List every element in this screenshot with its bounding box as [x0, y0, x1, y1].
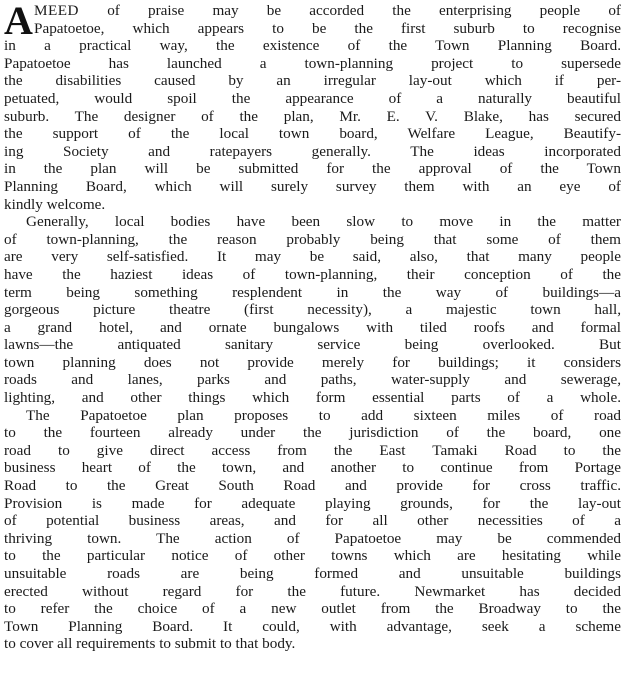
text-line: of potential business areas, and for all other necessities of a [4, 512, 621, 530]
text-line: Town Planning Board. It could, with advantage, seek a scheme [4, 617, 621, 635]
text-line: in the plan will be submitted for the approval of the Town [4, 160, 621, 178]
text-line: Generally, local bodies have been slow to move in the matter [26, 213, 621, 231]
text-line: Provision is made for adequate playing grounds, for the lay-out [4, 494, 621, 512]
paragraph-2 [4, 213, 621, 407]
text-line: lawns—the antiquated sanitary service being overlooked. But [4, 336, 621, 354]
first-word: MEED [34, 2, 80, 19]
text-line: are very self-satisfied. It may be said, also, that many people [4, 248, 621, 266]
text-line: a grand hotel, and ornate bungalows with tiled roofs and formal [4, 318, 621, 336]
text-line: have the haziest ideas of town-planning, their conception of the [4, 265, 621, 283]
paragraph-1 [4, 2, 621, 213]
text-line: term being something resplendent in the way of buildings—a [4, 283, 621, 301]
text-line: ing Society and ratepayers generally. The ideas incorporated [4, 142, 621, 160]
text-line: to the particular notice of other towns which are hesitating while [4, 547, 621, 565]
text-line: petuated, would spoil the appearance of a naturally beautiful [4, 89, 621, 107]
text-line: Road to the Great South Road and provide for cross traffic. [4, 477, 621, 495]
text-line: the support of the local town board, Welfare League, Beautify- [4, 125, 621, 143]
text-line: in a practical way, the existence of the Town Planning Board. [4, 37, 621, 55]
text-line: roads and lanes, parks and paths, water-supply and sewerage, [4, 371, 621, 389]
text-line: Planning Board, which will surely survey them with an eye of [4, 177, 621, 195]
text-line: road to give direct access from the East Tamaki Road to the [4, 441, 621, 459]
text-line: to refer the choice of a new outlet from the Broadway to the [4, 600, 621, 618]
text-line: gorgeous picture theatre (first necessity), a majestic town hall, [4, 301, 621, 319]
text-line: business heart of the town, and another to continue from Portage [4, 459, 621, 477]
text-line: erected without regard for the future. Newmarket has decided [4, 582, 621, 600]
text-line: to the fourteen already under the jurisdiction of the board, one [4, 424, 621, 442]
text-line: suburb. The designer of the plan, Mr. E. V. Blake, has secured [4, 107, 621, 125]
text-line: Papatoetoe, which appears to be the first suburb to recognise [34, 19, 621, 37]
text-line: town planning does not provide merely for buildings; it considers [4, 353, 621, 371]
text-line: thriving town. The action of Papatoetoe may be commended [4, 529, 621, 547]
text-line: the disabilities caused by an irregular lay-out which if per- [4, 72, 621, 90]
text-line: The Papatoetoe plan proposes to add sixteen miles of road [26, 406, 621, 424]
text-line: kindly welcome. [4, 195, 106, 213]
article-text [4, 2, 621, 653]
text-line: lighting, and other things which form essential parts of a whole. [4, 389, 621, 407]
text-line: unsuitable roads are being formed and unsuitable buildings [4, 565, 621, 582]
paragraph-3 [4, 407, 621, 653]
text-line: of town-planning, the reason probably being that some of them [4, 230, 621, 248]
drop-cap: A [4, 0, 33, 43]
text-line: to cover all requirements to submit to that body. [4, 635, 296, 653]
text-line: Papatoetoe has launched a town-planning project to supersede [4, 54, 621, 72]
line-text: of praise may be accorded the enterprising people of [79, 2, 621, 19]
text-line [4, 2, 621, 20]
